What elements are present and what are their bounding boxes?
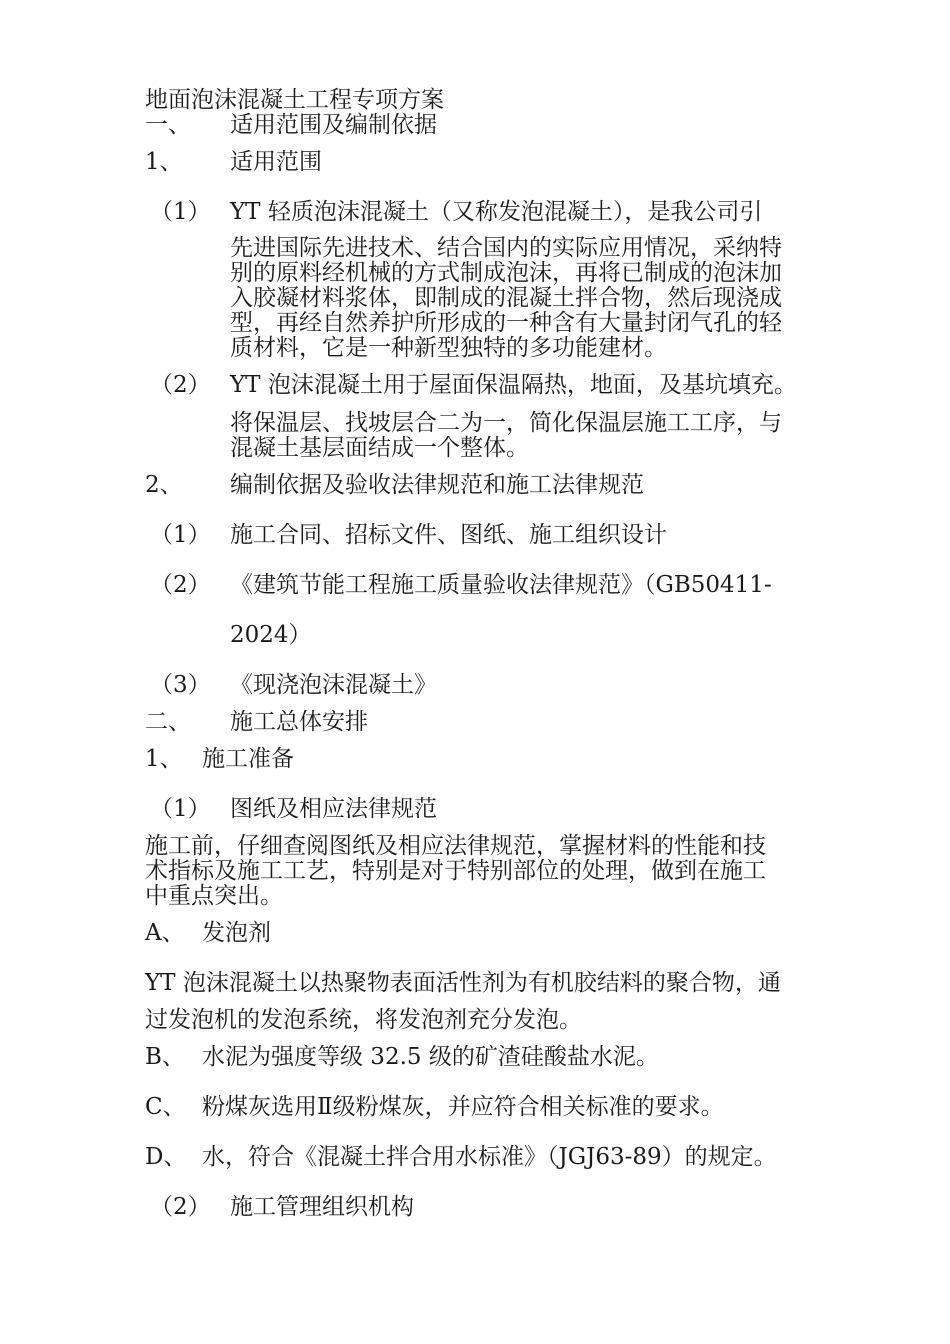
section-2-1-marker: 1、 bbox=[145, 746, 183, 772]
item-2-1-2-marker: （2） bbox=[150, 1194, 211, 1220]
section-2-marker: 二、 bbox=[145, 709, 191, 735]
item-1-1-1-line: 先进国际先进技术、结合国内的实际应用情况，采纳特 bbox=[230, 235, 782, 261]
item-b-marker: B、 bbox=[145, 1044, 185, 1070]
item-1-1-1-line: 型，再经自然养护所形成的一种含有大量封闭气孔的轻 bbox=[230, 310, 782, 336]
document-title: 地面泡沫混凝土工程专项方案 bbox=[145, 87, 444, 113]
item-a-text: 发泡剂 bbox=[202, 920, 271, 946]
section-1-marker: 一、 bbox=[145, 112, 191, 138]
section-2-heading: 施工总体安排 bbox=[230, 709, 368, 735]
section-2-1-heading: 施工准备 bbox=[202, 746, 294, 772]
item-1-1-2-line: 将保温层、找坡层合二为一，简化保温层施工工序，与 bbox=[230, 410, 782, 436]
section-1-2-heading: 编制依据及验收法律规范和施工法律规范 bbox=[230, 472, 644, 498]
item-1-1-1-marker: （1） bbox=[150, 199, 211, 225]
item-1-1-1-line: 入胶凝材料浆体，即制成的混凝土拌合物，然后现浇成 bbox=[230, 285, 782, 311]
item-2-1-1-marker: （1） bbox=[150, 796, 211, 822]
item-1-1-2-body bbox=[230, 411, 830, 461]
item-d-marker: D、 bbox=[145, 1144, 187, 1170]
item-a-marker: A、 bbox=[145, 920, 185, 946]
section-1-2-marker: 2、 bbox=[145, 472, 183, 498]
item-a-desc-line-1: YT 泡沫混凝土以热聚物表面活性剂为有机胶结料的聚合物，通 bbox=[145, 970, 781, 996]
item-1-2-2-marker: （2） bbox=[150, 572, 211, 598]
item-1-2-3-marker: （3） bbox=[150, 672, 211, 698]
item-2-1-2-text: 施工管理组织机构 bbox=[230, 1194, 414, 1220]
section-1-heading: 适用范围及编制依据 bbox=[230, 112, 437, 138]
item-1-2-2-continuation: 2024） bbox=[230, 622, 312, 648]
item-1-1-1-body bbox=[230, 236, 830, 361]
item-1-2-2-text: 《建筑节能工程施工质量验收法律规范》（GB50411- bbox=[230, 572, 772, 598]
item-c-text: 粉煤灰选用Ⅱ级粉煤灰，并应符合相关标准的要求。 bbox=[202, 1094, 724, 1120]
section-1-1-heading: 适用范围 bbox=[230, 149, 322, 175]
item-1-1-2-line: 混凝土基层面结成一个整体。 bbox=[230, 435, 529, 461]
paragraph-line: 中重点突出。 bbox=[145, 883, 283, 909]
preparation-paragraph bbox=[145, 834, 825, 909]
section-1-1-marker: 1、 bbox=[145, 149, 183, 175]
item-b-text: 水泥为强度等级 32.5 级的矿渣硅酸盐水泥。 bbox=[202, 1044, 659, 1070]
item-a-desc-line-2: 过发泡机的发泡系统，将发泡剂充分发泡。 bbox=[145, 1007, 582, 1033]
item-c-marker: C、 bbox=[145, 1094, 186, 1120]
item-1-1-2-first-line: YT 泡沫混凝土用于屋面保温隔热，地面，及基坑填充。 bbox=[230, 372, 797, 398]
item-1-2-1-text: 施工合同、招标文件、图纸、施工组织设计 bbox=[230, 522, 667, 548]
item-1-1-1-line: 质材料，它是一种新型独特的多功能建材。 bbox=[230, 335, 667, 361]
item-d-text: 水，符合《混凝土拌合用水标准》（JGJ63-89）的规定。 bbox=[202, 1144, 777, 1170]
item-1-2-1-marker: （1） bbox=[150, 522, 211, 548]
item-2-1-1-text: 图纸及相应法律规范 bbox=[230, 796, 437, 822]
item-1-1-2-marker: （2） bbox=[150, 372, 211, 398]
item-1-2-3-text: 《现浇泡沫混凝土》 bbox=[230, 672, 437, 698]
paragraph-line: 术指标及施工工艺，特别是对于特别部位的处理，做到在施工 bbox=[145, 858, 766, 884]
item-1-1-1-line: 别的原料经机械的方式制成泡沫，再将已制成的泡沫加 bbox=[230, 260, 782, 286]
item-1-1-1-first-line: YT 轻质泡沫混凝土（又称发泡混凝土），是我公司引 bbox=[230, 199, 763, 225]
paragraph-line: 施工前，仔细查阅图纸及相应法律规范，掌握材料的性能和技 bbox=[145, 833, 766, 859]
